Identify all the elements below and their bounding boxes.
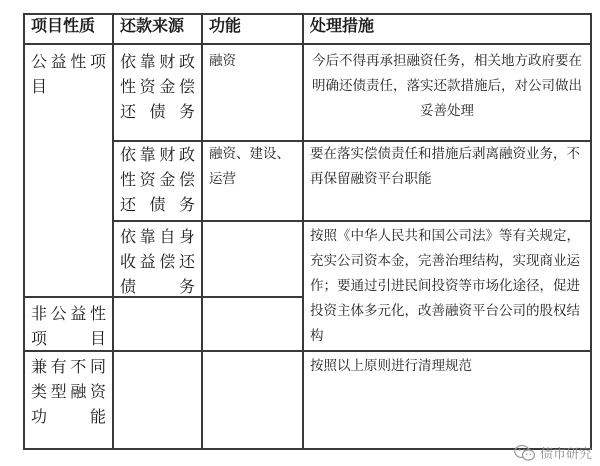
header-project-nature: 项目性质 [31,16,96,35]
header-bottom-border [23,43,592,45]
wechat-logo-icon [514,444,536,462]
header-repayment-source: 还款来源 [120,16,185,35]
financing-platform-table [23,13,592,450]
header-measures: 处理措施 [310,16,375,35]
public-welfare-bottom-border [23,296,302,298]
table-right-border [590,13,592,450]
row4-measure: 按照以上原则进行清理规范 [310,358,472,374]
table-bottom-border [23,448,592,450]
row1-function: 融资 [209,53,236,69]
row2-bottom-border [112,220,592,222]
row2-measure: 要在落实偿债责任和措施后剥离融资业务，不再保留融资平台职能 [310,146,580,187]
row3-measure: 按照《中华人民共和国公司法》等有关规定，充实公司资本金，完善治理结构，实现商业运作；要通过引进民间投资等市场化途径，促进投资主体多元化，改善融资平台公司的股权结构 [310,228,580,344]
category-mixed: 兼有不同类型融资功能 [31,357,106,426]
non-public-bottom-border [23,350,592,352]
watermark-text: 债市研究 [539,447,592,462]
header-function: 功能 [209,16,242,35]
category-non-public-welfare: 非公益性项目 [31,304,106,348]
row3-function [203,224,302,296]
row2-function: 融资、建设、运营 [209,146,290,187]
category-public-welfare: 公益性项目 [31,52,106,96]
watermark [514,443,592,462]
row2-repayment-source: 依靠财政性资金偿还债务 [120,145,195,214]
row3-repayment-source: 依靠自身收益偿还债务 [120,227,195,296]
row1-repayment-source: 依靠财政性资金偿还债务 [120,52,195,121]
row1-measure: 今后不得再承担融资任务，相关地方政府要在明确还债责任，落实还款措施后，对公司做出妥善处理 [312,53,582,119]
